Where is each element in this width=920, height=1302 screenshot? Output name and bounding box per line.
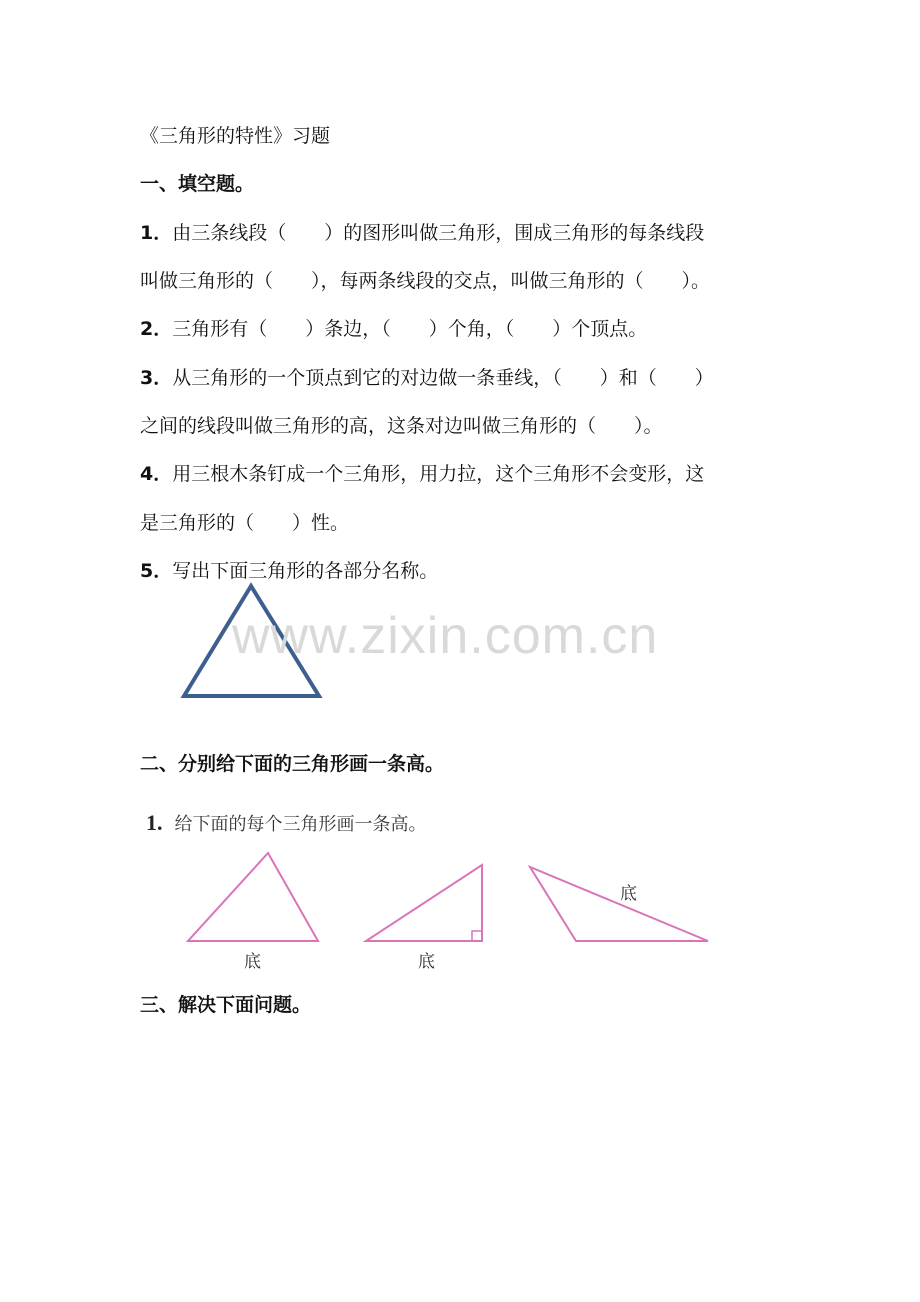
question-1-text-1: 由三条线段（ ）的图形叫做三角形，围成三角形的每条线段 [172, 222, 705, 244]
question-4-number: 4． [140, 463, 173, 485]
right-triangle [366, 865, 482, 941]
question-2-number: 2． [140, 318, 173, 340]
base-label-1: 底 [244, 952, 261, 972]
question-4-text-2: 是三角形的（ ）性。 [140, 512, 350, 534]
question-3-text-1: 从三角形的一个顶点到它的对边做一条垂线，（ ）和（ ） [172, 367, 714, 389]
base-label-3: 底 [620, 884, 637, 904]
question-2-line-1 [140, 317, 647, 341]
question-3-text-2: 之间的线段叫做三角形的高，这条对边叫做三角形的（ ）。 [140, 415, 663, 437]
question-1-line-1 [140, 221, 704, 245]
question-3-line-1 [140, 366, 714, 390]
right-angle-mark [472, 931, 482, 941]
question-1-number: 1． [140, 222, 173, 244]
question-1-text-2: 叫做三角形的（ ），每两条线段的交点，叫做三角形的（ ）。 [140, 270, 711, 292]
base-label-2: 底 [418, 952, 435, 972]
exercise-subtitle [146, 810, 427, 836]
question-4-text-1: 用三根木条钉成一个三角形，用力拉，这个三角形不会变形，这 [172, 463, 705, 485]
section2-heading: 二、分别给下面的三角形画一条高。 [140, 753, 445, 775]
exercise-subtitle-text: 给下面的每个三角形画一条高。 [174, 814, 427, 835]
question-5-text-1: 写出下面三角形的各部分名称。 [172, 560, 439, 582]
question-3-number: 3． [140, 367, 173, 389]
watermark: www.zixin.com.cn [232, 607, 659, 665]
question-4-line-1 [140, 462, 704, 486]
obtuse-triangle [530, 867, 708, 941]
exercise-subtitle-number: 1. [146, 810, 163, 835]
question-5-number: 5． [140, 560, 173, 582]
question-2-text-1: 三角形有（ ）条边，（ ）个角，（ ）个顶点。 [172, 318, 648, 340]
section3-heading: 三、解决下面问题。 [140, 994, 312, 1016]
page-title: 《三角形的特性》习题 [140, 125, 331, 147]
section1-heading: 一、填空题。 [140, 173, 255, 195]
pink-triangles-figure [180, 845, 720, 955]
acute-triangle [188, 853, 318, 941]
